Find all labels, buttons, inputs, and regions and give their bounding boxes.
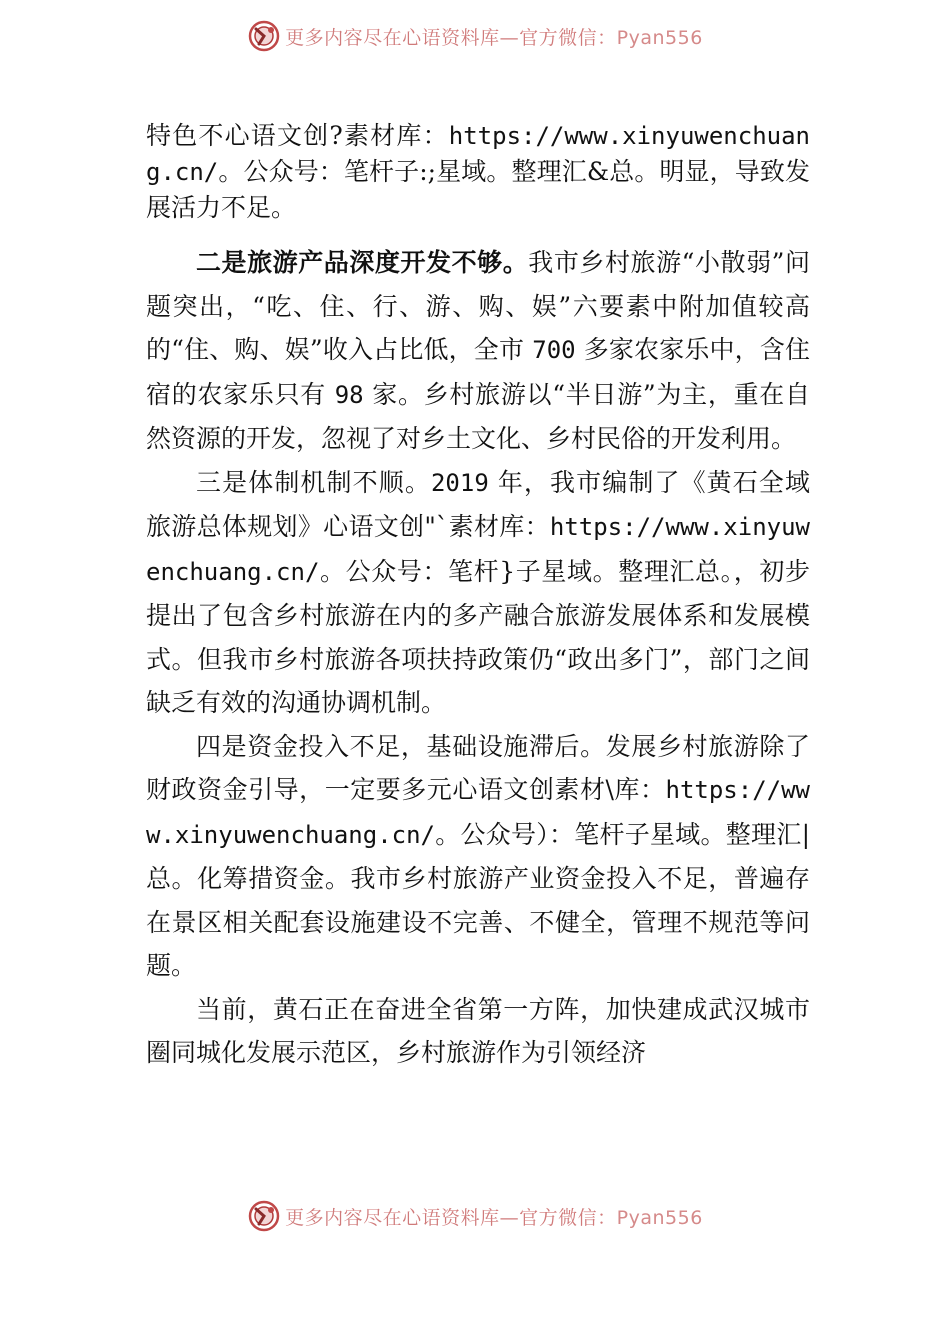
number: 98 bbox=[334, 380, 364, 409]
logo-icon bbox=[247, 1199, 281, 1233]
paragraph-3 bbox=[146, 461, 810, 725]
banner-text bbox=[285, 1203, 703, 1230]
text-span: 家。乡村旅游以“半日游”为主，重在自然资源的开发，忽视了对乡土文化、乡村民俗的开发利用。 bbox=[146, 379, 810, 453]
text-span: 多家农家乐中，含住宿的农家乐只有 bbox=[146, 335, 811, 409]
text-span: 。公众号：笔杆}子星域。整理汇总。，初步提出了包含乡村旅游在内的多产融合旅游发展体系和发展模式。但我市乡村旅游各项扶持政策仍“政出多门”，部门之间缺乏有效的沟通协调机制。 bbox=[146, 556, 810, 717]
paragraph-5: 当前，黄石正在奋进全省第一方阵，加快建成武汉城市圈同城化发展示范区，乡村旅游作为引领经济 bbox=[146, 994, 810, 1067]
header-banner bbox=[0, 16, 950, 56]
banner-label: 更多内容尽在心语资料库—官方微信： bbox=[285, 1206, 617, 1229]
banner-text bbox=[285, 23, 703, 50]
paragraph-2 bbox=[146, 241, 810, 461]
banner-label: 更多内容尽在心语资料库—官方微信： bbox=[285, 26, 617, 49]
number: 2019 bbox=[430, 468, 489, 497]
url-link: https://www.xinyuwenchuang.cn/ bbox=[146, 122, 810, 186]
number: 700 bbox=[532, 336, 576, 364]
wechat-id: Pyan556 bbox=[616, 1206, 703, 1229]
document-body bbox=[146, 118, 810, 1075]
text-span: 。公众号）：笔杆子星域。整理汇|总。化筹措资金。我市乡村旅游产业资金投入不足，普遍存在景区相关配套设施建设不完善、不健全，管理不规范等问题。 bbox=[146, 819, 810, 980]
paragraph-1 bbox=[146, 118, 810, 225]
text-span: 三是体制机制不顺。 bbox=[196, 467, 431, 497]
text-span: 。公众号：笔杆子:;星域。整理汇&总。明显，导致发展活力不足。 bbox=[146, 157, 810, 222]
url-link: https://www.xinyuwenchuang.cn/ bbox=[146, 776, 810, 849]
paragraph-heading: 二是旅游产品深度开发不够。 bbox=[196, 248, 529, 277]
url-link: https://www.xinyuwenchuang.cn/ bbox=[146, 513, 810, 586]
paragraph-4 bbox=[146, 725, 810, 988]
wechat-id: Pyan556 bbox=[616, 26, 703, 49]
logo-icon bbox=[247, 19, 281, 53]
text-span: 我市乡村旅游“小散弱”问题突出，“吃、住、行、游、购、娱”六要素中附加值较高的“住、购、娱”收入占比低，全市 bbox=[146, 248, 810, 364]
footer-banner bbox=[0, 1196, 950, 1236]
text-span: 四是资金投入不足，基础设施滞后。发展乡村旅游除了财政资金引导，一定要多元心语文创素材\库： bbox=[146, 731, 810, 804]
text-span: 特色不心语文创?素材库： bbox=[146, 121, 449, 150]
text-span: 年，我市编制了《黄石全域旅游总体规划》心语文创"`素材库： bbox=[146, 467, 810, 541]
